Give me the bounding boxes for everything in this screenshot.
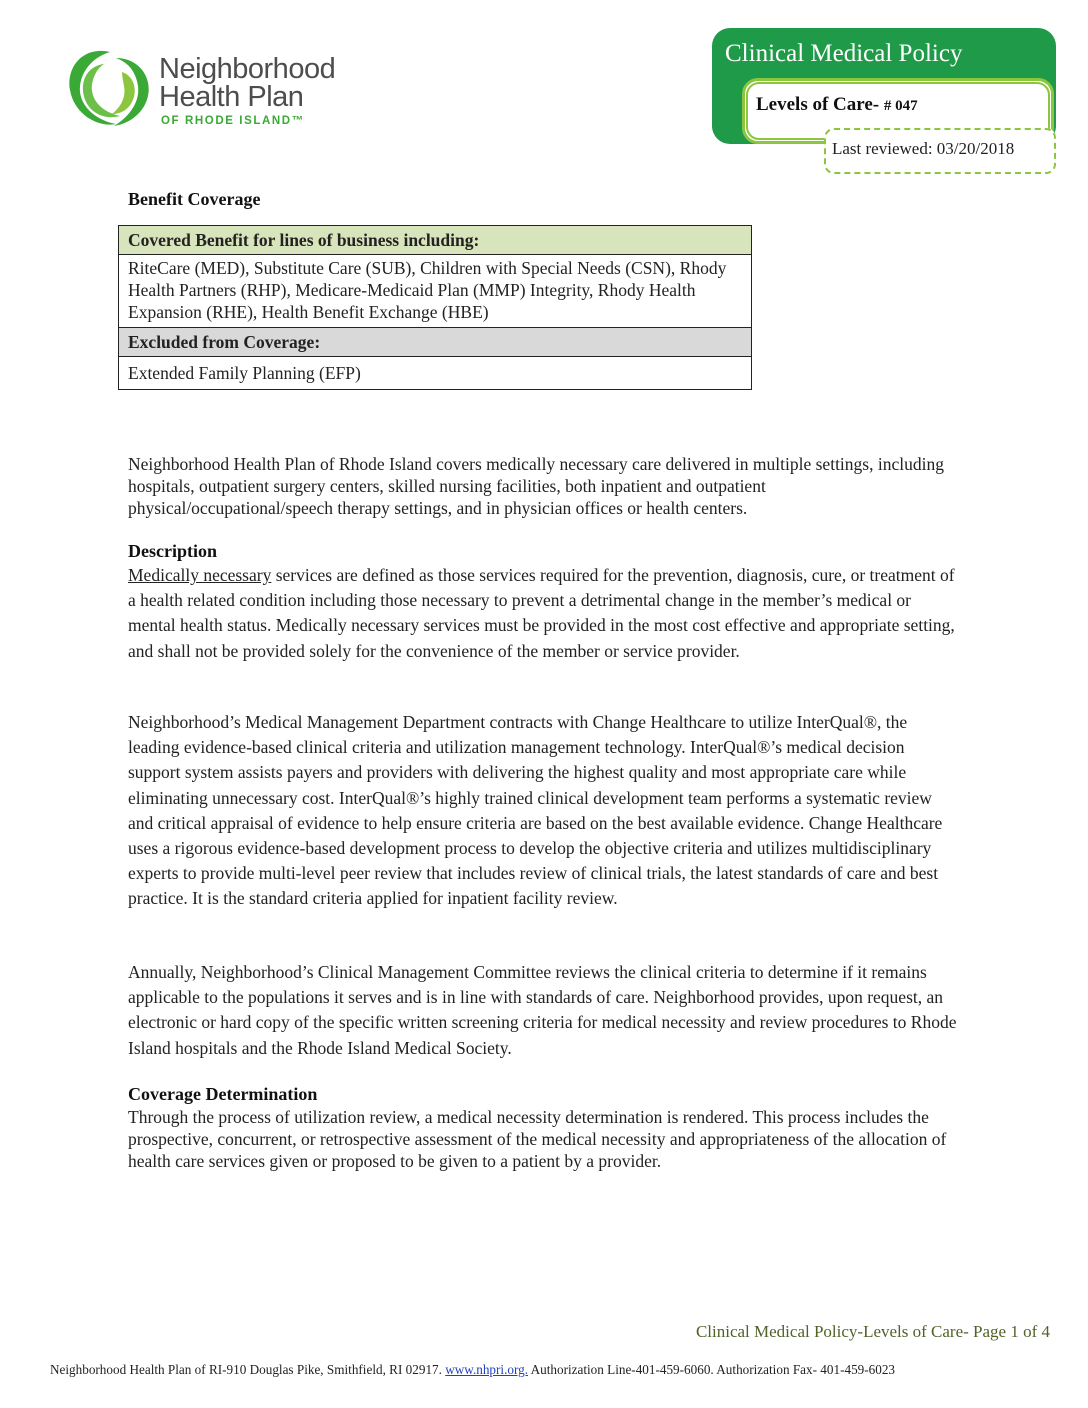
policy-subtitle — [756, 94, 918, 116]
policy-subtitle-text: Levels of Care- — [756, 94, 884, 115]
excluded-heading: Excluded from Coverage: — [119, 328, 751, 357]
last-reviewed-date: Last reviewed: 03/20/2018 — [832, 139, 1015, 158]
footer-address-prefix: Neighborhood Health Plan of RI-910 Douglas Pike, Smithfield, RI 02917. — [50, 1362, 446, 1377]
description-paragraph-1 — [128, 563, 958, 664]
description-paragraph-3: Annually, Neighborhood’s Clinical Management Committee reviews the clinical criteria to determine if it remains applicable to the populations it serves and is in line with standards of care. Neighborhood provides, upon request, an electronic or hard copy of the specific written screening criteria for medical necessity and review procedures to Rhode Island hospitals and the Rhode Island Medical Society. — [128, 962, 957, 1058]
coverage-determination-paragraph: Through the process of utilization review, a medical necessity determination is rendered. This process includes the prospective, concurrent, or retrospective assessment of the medical necessity and appropriateness of the allocation of health care services given or proposed to be given to a patient by a provider. — [128, 1107, 947, 1171]
coverage-determination-heading: Coverage Determination — [128, 1084, 318, 1104]
covered-benefit-lines: RiteCare (MED), Substitute Care (SUB), Children with Special Needs (CSN), Rhody Health Partners (RHP), Medicare-Medicaid Plan (MMP) Integrity, Rhody Health Expansion (RHE), Health Benefit Exchange (HBE) — [119, 255, 751, 328]
description-paragraph-2: Neighborhood’s Medical Management Department contracts with Change Healthcare to utilize InterQual®, the leading evidence-based clinical criteria and utilization management technology. InterQual®’s medical decision support system assists payers and providers with delivering the highest quality and most appropriate care while eliminating unnecessary cost. InterQual®’s highly trained clinical development team performs a systematic review and critical appraisal of evidence to help ensure criteria are based on the best available evidence. Change Healthcare uses a rigorous evidence-based development process to develop the objective criteria and utilizes multidisciplinary experts to provide multi-level peer review that includes review of clinical trials, the latest standards of care and best practice. It is the standard criteria applied for inpatient facility review. — [128, 712, 943, 909]
description-heading: Description — [128, 541, 217, 561]
coverage-table — [118, 225, 752, 390]
logo-name-line3: OF RHODE ISLAND™ — [161, 115, 305, 127]
medically-necessary-term: Medically necessary — [128, 565, 272, 585]
excluded-lines: Extended Family Planning (EFP) — [128, 363, 361, 383]
footer-address-suffix: Authorization Line-401-459-6060. Authorization Fax- 401-459-6023 — [528, 1362, 896, 1377]
intro-paragraph: Neighborhood Health Plan of Rhode Island covers medically necessary care delivered in multiple settings, including hospitals, outpatient surgery centers, skilled nursing facilities, both inpatient and outpatient physical/occupational/speech therapy settings, and in physician offices or health centers. — [128, 454, 944, 518]
nhp-logo-swirl-icon — [64, 44, 156, 134]
website-link[interactable]: www.nhpri.org. — [445, 1362, 529, 1377]
policy-number: # 047 — [883, 98, 918, 114]
covered-benefit-heading: Covered Benefit for lines of business including: — [119, 226, 751, 255]
logo-name-line2: Health Plan — [159, 81, 304, 113]
description-paragraph-1-text: services are defined as those services required for the prevention, diagnosis, cure, or treatment of a health related condition including those necessary to prevent a detrimental change in the member’s medical or mental health status. Medically necessary services must be provided in the most cost effective and appropriate setting, and shall not be provided solely for the convenience of the member or service provider. — [128, 565, 955, 661]
page-footer-label: Clinical Medical Policy-Levels of Care- Page 1 of 4 — [695, 1322, 1050, 1341]
footer-address — [50, 1362, 1040, 1378]
nhp-logo — [64, 44, 364, 134]
policy-title: Clinical Medical Policy — [725, 40, 963, 67]
logo-name-line1: Neighborhood — [159, 53, 336, 85]
benefit-coverage-heading: Benefit Coverage — [128, 189, 261, 209]
